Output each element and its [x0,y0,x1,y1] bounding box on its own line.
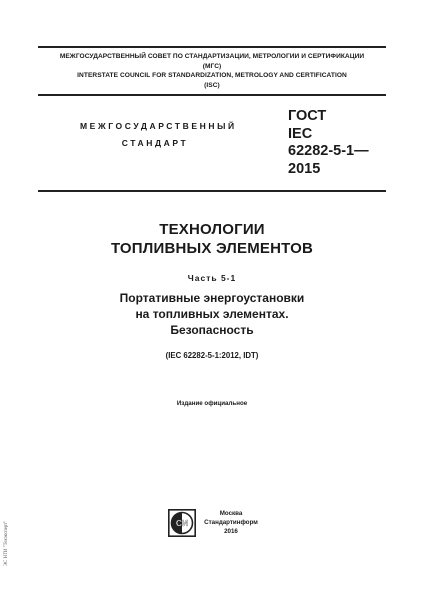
publisher-year: 2016 [224,528,238,536]
subtitle-line1: Портативные энергоустановки [119,291,305,305]
part-number: Часть 5-1 [187,273,237,283]
subtitle-line3: Безопасность [170,323,254,337]
designation-line4: 2015 [288,160,321,177]
standartinform-logo-icon [168,509,196,537]
council-name-ru: МЕЖГОСУДАРСТВЕННЫЙ СОВЕТ ПО СТАНДАРТИЗАЦИИ, МЕТРОЛОГИИ И СЕРТИФИКАЦИИ [59,53,365,60]
section-divider [38,190,386,192]
council-abbr-ru: (МГС) [202,62,222,70]
standard-type-line2: СТАНДАРТ [121,138,189,148]
standard-type-line1: МЕЖГОСУДАРСТВЕННЫЙ [80,121,237,131]
edition-note: Издание официальное [176,400,248,407]
designation-line2: IEC [288,125,313,142]
publisher-city: Москва [219,510,243,517]
publisher-name: Стандартинформ [204,519,258,527]
council-header [38,46,386,96]
header-bottom-rule [38,94,386,96]
logo-letters: СИ [175,518,189,529]
standard-designation [288,108,369,178]
iec-reference: (IEC 62282-5-1:2012, IDT) [165,351,259,360]
designation-line3: 62282-5-1— [288,143,369,159]
designation-line1: ГОСТ [288,108,327,124]
council-abbr-en: (ISC) [204,81,220,89]
subtitle-line2: на топливных элементах. [135,307,289,321]
side-watermark-note: ЭС НТИ "Техэксперт" [4,520,9,566]
council-name-en: INTERSTATE COUNCIL FOR STANDARDIZATION, METROLOGY AND CERTIFICATION [77,72,347,79]
document-title [40,220,384,258]
document-subtitle [40,290,384,338]
title-line1: ТЕХНОЛОГИИ [159,221,265,238]
header-top-rule [38,46,386,48]
standard-type-label [80,118,237,152]
publisher-info [202,509,260,537]
title-line2: ТОПЛИВНЫХ ЭЛЕМЕНТОВ [110,240,314,257]
